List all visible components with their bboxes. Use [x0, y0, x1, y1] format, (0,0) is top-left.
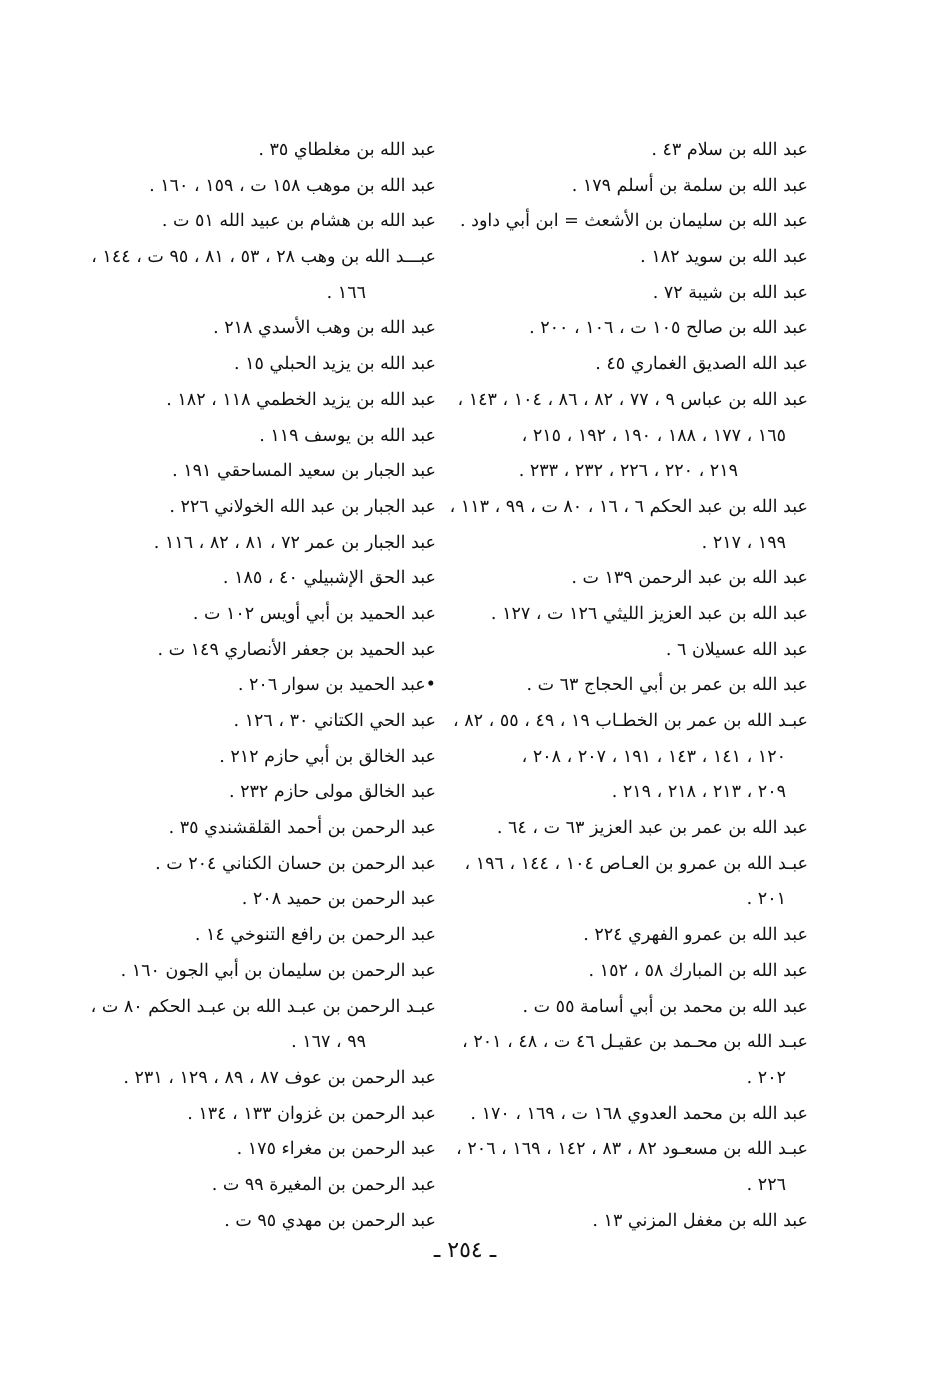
- index-entry-continuation: ١٦٥ ، ١٧٧ ، ١٨٨ ، ١٩٠ ، ١٩٢ ، ٢١٥ ،: [521, 425, 786, 446]
- index-entry: عبد الله بن سويد ١٨٢ .: [640, 247, 808, 268]
- index-entry: عبد الله بن صالح ١٠٥ ت ، ١٠٦ ، ٢٠٠ .: [529, 318, 808, 339]
- index-entry: عبـــد الله بن وهب ٢٨ ، ٥٣ ، ٨١ ، ٩٥ ت ، ١٤٤ ،: [91, 247, 436, 268]
- index-entry: عبد الله بن عبد العزيز الليثي ١٢٦ ت ، ١٢٧ .: [490, 603, 808, 624]
- index-entry: عبد الجبار بن سعيد المساحقي ١٩١ .: [172, 461, 436, 482]
- index-entry: عبـد الله بن مسعـود ٨٢ ، ٨٣ ، ١٤٢ ، ١٦٩ ، ٢٠٦ ،: [456, 1139, 808, 1160]
- index-entry: عبد الرحمن بن مغراء ١٧٥ .: [236, 1139, 436, 1160]
- index-entry: عبد الرحمن بن عوف ٨٧ ، ٨٩ ، ١٢٩ ، ٢٣١ .: [123, 1067, 436, 1088]
- index-entry-continuation: ١٦٦ .: [326, 282, 366, 303]
- page-number: ـ ٢٥٤ ـ: [433, 1238, 497, 1263]
- index-entry: عبد الخالق بن أبي حازم ٢١٢ .: [219, 746, 436, 767]
- index-entry: عبد الرحمن بن حميد ٢٠٨ .: [241, 889, 436, 910]
- index-entry: عبـد الله بن عمر بن الخطـاب ١٩ ، ٤٩ ، ٥٥ ، ٨٢ ،: [453, 711, 808, 731]
- index-entry: عبد الرحمن بن غزوان ١٣٣ ، ١٣٤ .: [187, 1103, 436, 1124]
- index-entry: عبد الله بن عبد الرحمن ١٣٩ ت .: [571, 568, 808, 589]
- index-entry: عبد الله بن موهب ١٥٨ ت ، ١٥٩ ، ١٦٠ .: [149, 175, 436, 196]
- index-entry: عبـد الله بن عمرو بن العـاص ١٠٤ ، ١٤٤ ، ١٩٦ ،: [464, 853, 808, 874]
- index-entry: عبد الله بن يزيد الحبلي ١٥ .: [234, 354, 436, 375]
- index-column-right: [449, 133, 808, 1239]
- index-entry-continuation: ٩٩ ، ١٦٧ .: [291, 1032, 366, 1053]
- index-entry: عبـد الله بن محـمد بن عقيـل ٤٦ ت ، ٤٨ ، ٢٠١ ،: [462, 1032, 808, 1053]
- index-entry: عبد الله الصديق الغماري ٤٥ .: [595, 354, 808, 375]
- index-entry: عبد الله بن يوسف ١١٩ .: [259, 425, 436, 446]
- index-entry: عبد الله بن عمر بن أبي الحجاج ٦٣ ت .: [526, 675, 808, 696]
- index-entry: عبد الله بن وهب الأسدي ٢١٨ .: [213, 318, 436, 339]
- index-entry-continuation: ٢٠١ .: [746, 889, 786, 910]
- index-entry: عبد الله بن محمد العدوي ١٦٨ ت ، ١٦٩ ، ١٧٠ .: [470, 1103, 808, 1124]
- index-entry: عبد الله بن هشام بن عبيد الله ٥١ ت .: [161, 211, 436, 232]
- index-entry: عبـد الرحمن بن عبـد الله بن عبـد الحكم ٨٠ ت ،: [90, 996, 436, 1017]
- index-entry: عبد الجبار بن عبد الله الخولاني ٢٢٦ .: [169, 496, 436, 517]
- index-entry: عبد الله بن مغفل المزني ١٣ .: [592, 1210, 808, 1231]
- index-entry-continuation: ٢١٩ ، ٢٢٠ ، ٢٢٦ ، ٢٣٢ ، ٢٣٣ .: [518, 461, 738, 482]
- index-entry-continuation: ٢٠٢ .: [746, 1067, 786, 1088]
- index-entry: عبد الله بن المبارك ٥٨ ، ١٥٢ .: [588, 960, 808, 981]
- index-entry: عبد الجبار بن عمر ٧٢ ، ٨١ ، ٨٢ ، ١١٦ .: [153, 532, 436, 553]
- index-entry: عبد الله بن سلمة بن أسلم ١٧٩ .: [571, 175, 808, 196]
- index-entry: •عبد الحميد بن سوار ٢٠٦ .: [237, 675, 436, 696]
- index-entry: عبد الله بن يزيد الخطمي ١١٨ ، ١٨٢ .: [166, 389, 436, 410]
- index-entry: عبد الرحمن بن أحمد القلقشندي ٣٥ .: [168, 818, 436, 839]
- index-entry-continuation: ١٩٩ ، ٢١٧ .: [701, 532, 786, 553]
- index-entry: عبد الرحمن بن رافع التنوخي ١٤ .: [194, 925, 436, 946]
- index-entry: عبد الله بن عمرو الفهري ٢٢٤ .: [583, 925, 808, 946]
- index-entry: عبد الله بن سليمان بن الأشعث = ابن أبي داود .: [460, 211, 808, 232]
- index-entry: عبد الحميد بن أبي أويس ١٠٢ ت .: [192, 603, 436, 624]
- index-entry: عبد الله بن عبد الحكم ٦ ، ١٦ ، ٨٠ ت ، ٩٩ ، ١١٣ ،: [449, 496, 808, 517]
- index-column-left: [90, 133, 436, 1239]
- index-entry: عبد الرحمن بن مهدي ٩٥ ت .: [224, 1210, 436, 1231]
- index-entry: عبد الحميد بن جعفر الأنصاري ١٤٩ ت .: [157, 639, 436, 660]
- index-entry-continuation: ٢٠٩ ، ٢١٣ ، ٢١٨ ، ٢١٩ .: [611, 782, 786, 803]
- index-entry: عبد الرحمن بن المغيرة ٩٩ ت .: [211, 1174, 436, 1195]
- index-entry: عبد الله بن سلام ٤٣ .: [651, 140, 808, 160]
- index-entry: عبد الله بن مغلطاي ٣٥ .: [258, 140, 436, 160]
- index-entry: عبد الرحمن بن حسان الكناني ٢٠٤ ت .: [155, 853, 436, 874]
- index-entry-continuation: ١٢٠ ، ١٤١ ، ١٤٣ ، ١٩١ ، ٢٠٧ ، ٢٠٨ ،: [521, 746, 786, 767]
- index-entry-continuation: ٢٢٦ .: [746, 1174, 786, 1195]
- index-entry: عبد الله بن عمر بن عبد العزيز ٦٣ ت ، ٦٤ .: [496, 818, 808, 839]
- index-entry: عبد الله بن عباس ٩ ، ٧٧ ، ٨٢ ، ٨٦ ، ١٠٤ ، ١٤٣ ،: [457, 389, 808, 410]
- index-entry: عبد الله بن شيبة ٧٢ .: [652, 282, 808, 303]
- index-entry: عبد الحي الكتاني ٣٠ ، ١٢٦ .: [233, 711, 436, 731]
- index-entry: عبد الحق الإشبيلي ٤٠ ، ١٨٥ .: [222, 568, 436, 589]
- index-entry: عبد الخالق مولى حازم ٢٣٢ .: [228, 782, 436, 803]
- index-entry: عبد الله عسيلان ٦ .: [665, 639, 808, 660]
- index-entry: عبد الله بن محمد بن أبي أسامة ٥٥ ت .: [522, 996, 808, 1017]
- index-entry: عبد الرحمن بن سليمان بن أبي الجون ١٦٠ .: [120, 960, 436, 981]
